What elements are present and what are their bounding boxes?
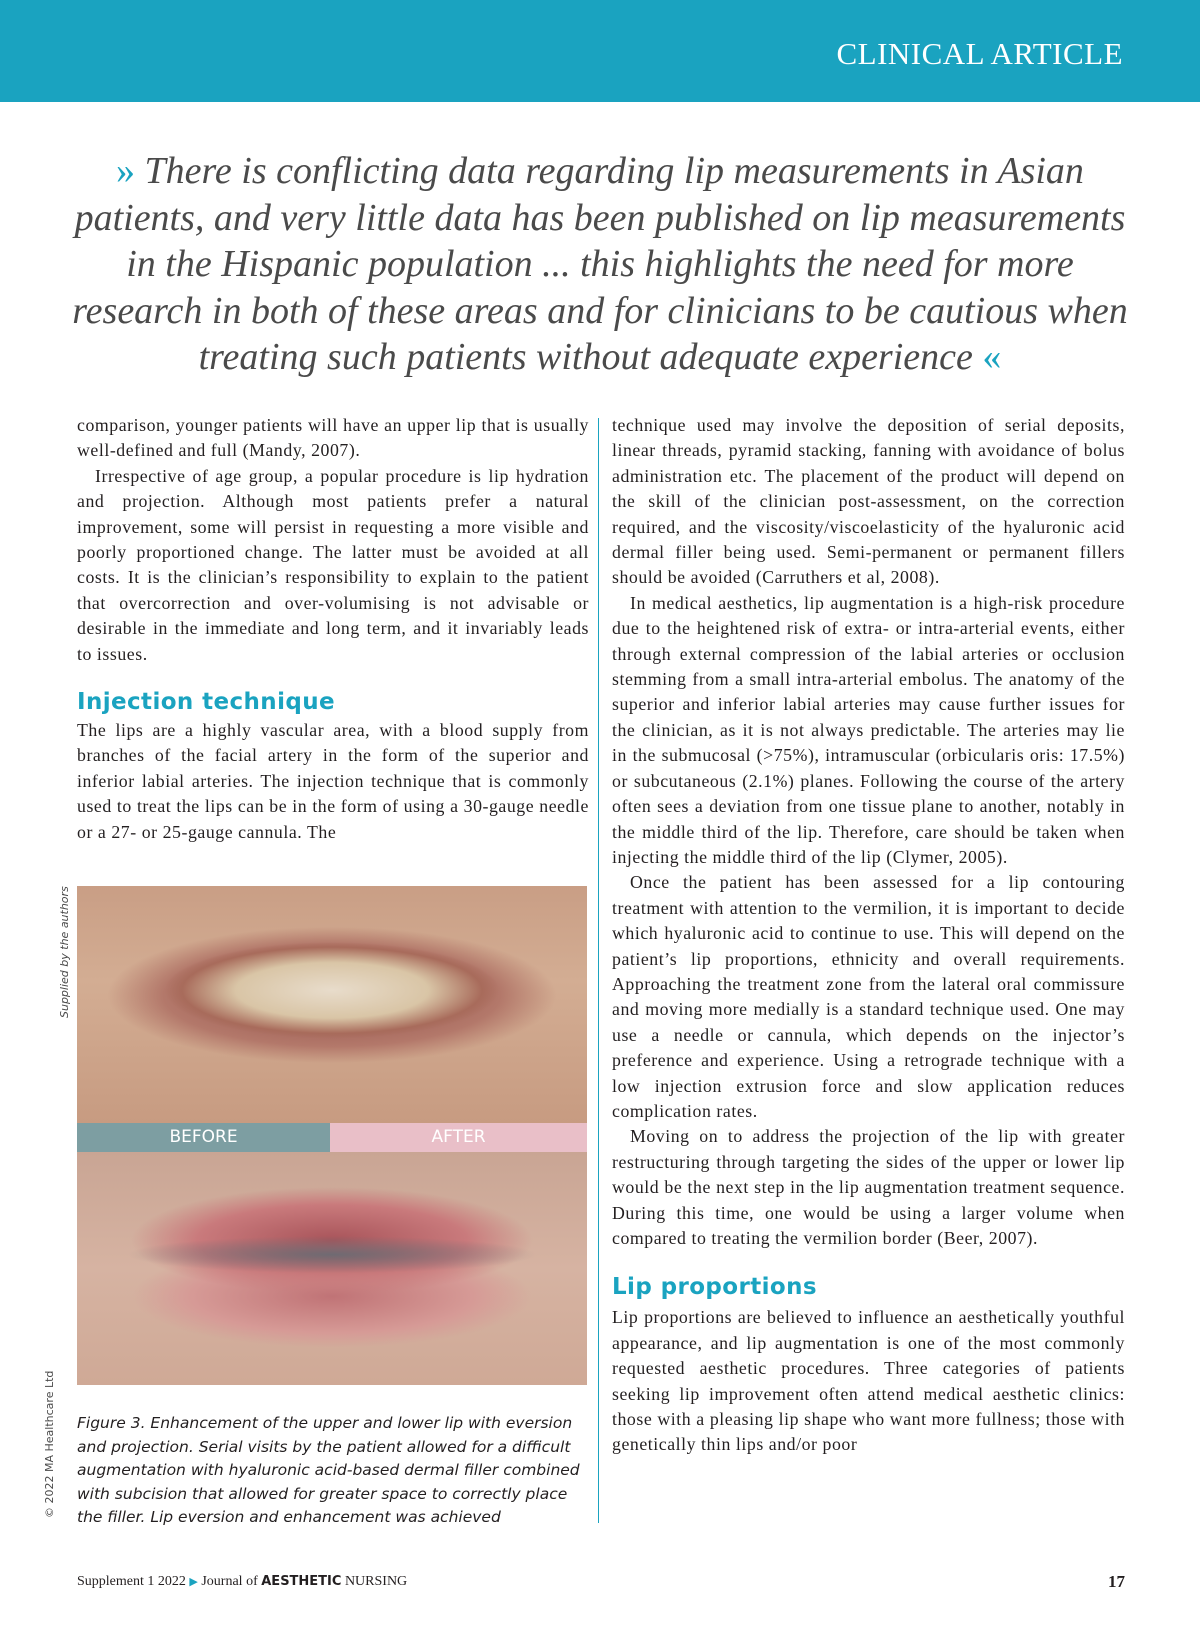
section-heading-injection-technique: Injection technique — [77, 689, 336, 716]
section-label: CLINICAL ARTICLE — [836, 36, 1123, 71]
body-paragraph: Moving on to address the projection of the lip with greater restructuring through targeting the sides of the upper or lower lip would be the next step in the lip augmentation treatment sequence. During this time, one would be using a larger volume when compared to treating the vermilion border (Beer, 2007). — [612, 1126, 1125, 1248]
before-label: BEFORE — [77, 1123, 330, 1152]
body-paragraph: Irrespective of age group, a popular procedure is lip hydration and projection. Although most patients prefer a natural improvement, some will persist in requesting a more visible and poorly proportioned change. The latter must be avoided at all costs. It is the clinician’s responsibility to explain to the patient that overcorrection and over-volumising is not advisable or desirable in the immediate and long term, and it invariably leads to issues. — [77, 465, 589, 664]
header-band — [0, 0, 1200, 102]
before-after-bar — [77, 1123, 587, 1152]
body-paragraph: Once the patient has been assessed for a lip contouring treatment with attention to the vermilion, it is important to decide which hyaluronic acid to continue to use. This will depend on the patient’s lip proportions, ethnicity and overall requirements. Approaching the treatment zone from the lateral oral commissure and moving more medially is a standard technique used. One may use a needle or cannula, which depends on the injector’s preference and experience. Using a retrograde technique with a low injection extrusion force and slow application reduces complication rates. — [612, 872, 1125, 1121]
footer-journal-suffix: NURSING — [344, 1574, 408, 1589]
section-heading-lip-proportions: Lip proportions — [612, 1274, 817, 1301]
after-photo — [77, 1152, 587, 1385]
photo-credit: Supplied by the authors — [58, 886, 71, 1018]
page-number: 17 — [1108, 1572, 1125, 1591]
column-divider — [598, 418, 599, 1523]
triangle-icon: ▶ — [189, 1576, 198, 1588]
after-label: AFTER — [330, 1123, 587, 1152]
body-paragraph: comparison, younger patients will have an upper lip that is usually well-defined and full (Mandy, 2007). — [77, 415, 589, 461]
quote-close-mark: « — [982, 336, 1002, 378]
copyright-notice: © 2022 MA Healthcare Ltd — [43, 1370, 56, 1518]
footer-supplement: Supplement 1 2022 — [77, 1574, 186, 1589]
left-column — [77, 413, 589, 845]
figure-3 — [77, 886, 587, 1385]
footer-journal-brand: AESTHETIC — [261, 1574, 342, 1589]
footer-journal-prefix: Journal of — [201, 1574, 258, 1589]
right-column — [612, 413, 1125, 1458]
body-paragraph: The lips are a highly vascular area, with a blood supply from branches of the facial artery in the form of the superior and inferior labial arteries. The injection technique that is commonly used to treat the lips can be in the form of using a 30-gauge needle or a 27- or 25-gauge cannula. The — [77, 720, 589, 842]
body-paragraph: In medical aesthetics, lip augmentation is a high-risk procedure due to the heightened risk of extra- or intra-arterial events, either through external compression of the labial arteries or occlusion stemming from a small intra-arterial embolus. The anatomy of the superior and inferior labial arteries may cause further issues for the clinician, as it is not always predictable. The arteries may lie in the submucosal (>75%), intramuscular (orbicularis oris: 17.5%) or subcutaneous (2.1%) planes. Following the course of the artery often sees a deviation from one tissue plane to another, notably in the middle third of the lip. Therefore, care should be taken when injecting the middle third of the lip (Clymer, 2005). — [612, 592, 1125, 867]
quote-open-mark: » — [116, 150, 136, 192]
pull-quote-text: There is conflicting data regarding lip measurements in Asian patients, and very little data has been published on lip measurements in the Hispanic population ... this highlights the need for more research in both of these areas and for clinicians to be cautious when treating such patients without adequate experience — [72, 150, 1128, 378]
before-photo — [77, 886, 587, 1123]
body-paragraph: technique used may involve the deposition of serial deposits, linear threads, pyramid stacking, fanning with avoidance of bolus administration etc. The placement of the product will depend on the skill of the clinician post-assessment, on the correction required, and the viscosity/viscoelasticity of the hyaluronic acid dermal filler being used. Semi-permanent or permanent fillers should be avoided (Carruthers et al, 2008). — [612, 415, 1125, 588]
pull-quote — [60, 148, 1140, 381]
footer-journal — [77, 1574, 407, 1590]
body-paragraph: Lip proportions are believed to influence an aesthetically youthful appearance, and lip augmentation is one of the most commonly requested aesthetic procedures. Three categories of patients seeking lip improvement often attend medical aesthetic clinics: those with a pleasing lip shape who want more fullness; those with genetically thin lips and/or poor — [612, 1307, 1125, 1455]
figure-caption: Figure 3. Enhancement of the upper and lower lip with eversion and projection. Serial visits by the patient allowed for a difficult augmentation with hyaluronic acid-based dermal filler combined with subcision that allowed for greater space to correctly place the filler. Lip eversion and enhancement was achieved — [77, 1414, 580, 1526]
